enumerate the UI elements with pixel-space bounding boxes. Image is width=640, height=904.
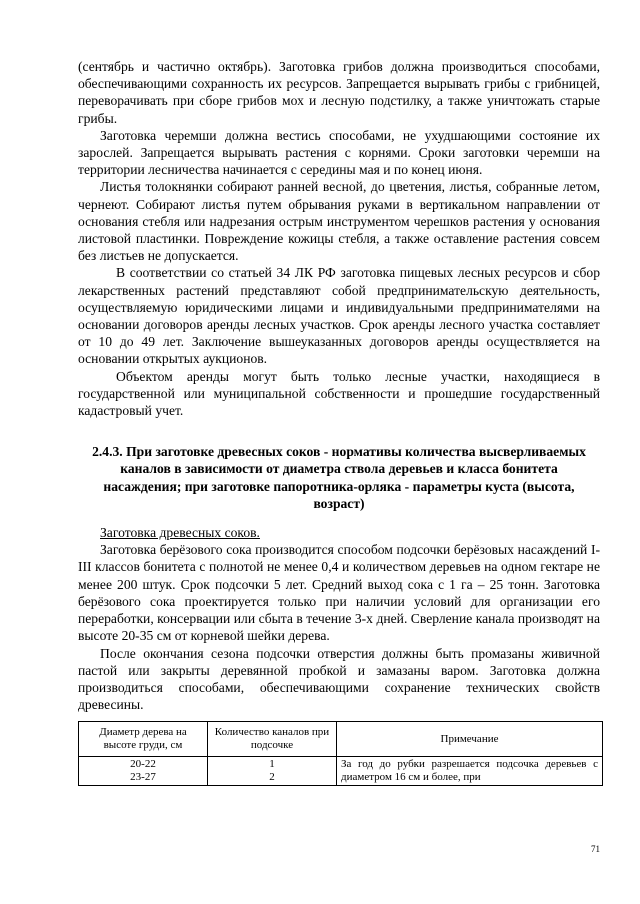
- cell-note: За год до рубки разрешается подсочка деревьев с диаметром 16 см и более, при: [337, 757, 603, 786]
- paragraph-lease-object: Объектом аренды могут быть только лесные участки, находящиеся в государственной или муниципальной собственности и прошедшие государственный кадастровый учет.: [78, 368, 600, 419]
- page-number: 71: [591, 844, 600, 854]
- document-page: [78, 58, 600, 786]
- channels-value: 1: [269, 758, 275, 771]
- paragraph-birch-sap: Заготовка берёзового сока производится способом подсочки берёзовых насаждений I-III классов бонитета с полнотой не менее 0,4 и количеством деревьев на одном гектаре не менее 200 штук. Срок подсочки 5 лет. Средний выход сока с 1 га – 25 тонн. Заготовка берёзового сока проектируется только при наличии условий для организации его переработки, консервации или сбыта в течение 3-х дней. Сверление канала производят на высоте 20-35 см от корневой шейки дерева.: [78, 542, 600, 644]
- paragraph-lease-law: В соответствии со статьей 34 ЛК РФ заготовка пищевых лесных ресурсов и сбор лекарственных растений представляют собой предпринимательскую деятельность, осуществляемую юридическими лицами и индивидуальными предпринимателями на основании договоров аренды лесных участков. Срок аренды лесного участка составляет от 10 до 49 лет. Заключение вышеуказанных договоров аренды осуществляется на основании открытых аукционов.: [78, 265, 600, 367]
- paragraph-after-season: После окончания сезона подсочки отверстия должны быть промазаны живичной пастой или закрыты деревянной пробкой и замазаны варом. Заготовка должна производиться способами, обеспечивающими сохранение технических свойств древесины.: [78, 645, 600, 713]
- table-row: [79, 757, 603, 786]
- header-diameter: Диаметр дерева на высоте груди, см: [79, 722, 208, 757]
- cell-diameter: [79, 757, 208, 786]
- channels-value: 2: [269, 771, 275, 784]
- table-header-row: [79, 722, 603, 757]
- cell-channels: [208, 757, 337, 786]
- subheading: Заготовка древесных соков.: [100, 525, 260, 541]
- paragraph-mushrooms: (сентябрь и частично октябрь). Заготовка грибов должна производиться способами, обеспечивающими сохранность их ресурсов. Запрещается вырывать грибы с грибницей, переворачивать при сборе грибов мох и лесную подстилку, а также уничтожать старые грибы.: [78, 59, 600, 126]
- tapping-table: [78, 721, 603, 786]
- paragraph-bearberry: Листья толокнянки собирают ранней весной, до цветения, листья, собранные летом, чернеют. Собирают листья путем обрывания руками в вертикальном направлении от основания стебля или надрезания острым инструментом черешков растения у основания листовой пластинки. Повреждение кожицы стебля, а также оставление растения совсем без листьев не допускается.: [78, 179, 600, 264]
- header-channels: Количество каналов при подсочке: [208, 722, 337, 757]
- paragraph-ramson: Заготовка черемши должна вестись способами, не ухудшающими состояние их зарослей. Запрещается вырывать растения с корнями. Сроки заготовки черемши на территории лесничества начинается с середины мая и по конец июня.: [78, 127, 600, 178]
- section-heading: 2.4.3. При заготовке древесных соков - нормативы количества высверливаемых каналов в зависимости от диаметра ствола деревьев и класса бонитета насаждения; при заготовке папоротника-орляка - параметры куста (высота, возраст): [92, 444, 586, 511]
- diameter-value: 23-27: [130, 771, 156, 784]
- header-note: Примечание: [337, 722, 603, 757]
- diameter-value: 20-22: [130, 758, 156, 771]
